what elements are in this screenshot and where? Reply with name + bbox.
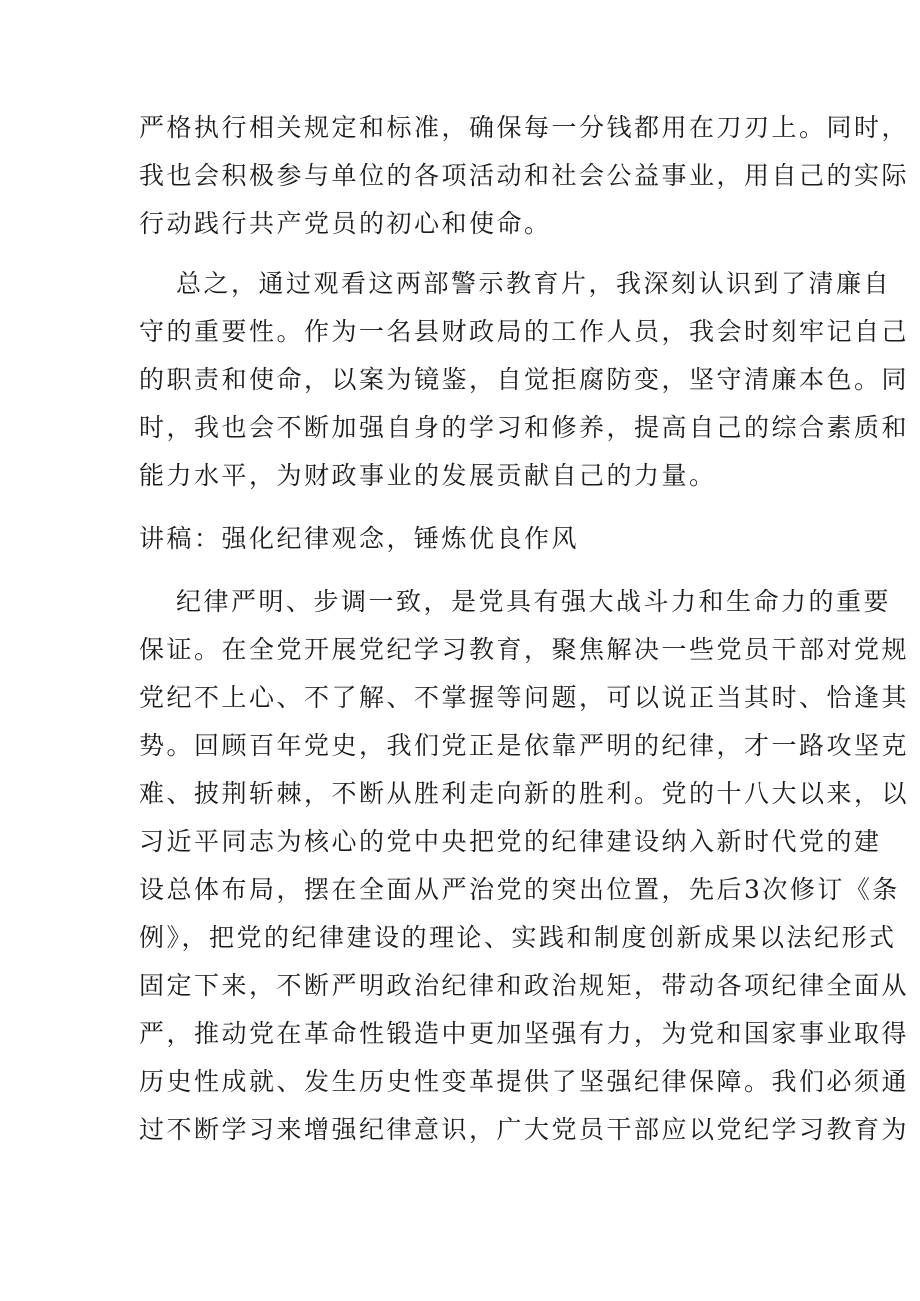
paragraph-1-line-1: 严格执行相关规定和标准，确保每一分钱都用在刀刃上。同时， bbox=[139, 113, 910, 142]
paragraph-3-line-3: 党纪不上心、不了解、不掌握等问题，可以说正当其时、恰逢其 bbox=[139, 683, 910, 712]
paragraph-2-line-4: 时，我也会不断加强自身的学习和修养，提高自己的综合素质和 bbox=[139, 413, 910, 442]
paragraph-3-line-1: 纪律严明、步调一致，是党具有强大战斗力和生命力的重要 bbox=[176, 587, 892, 616]
paragraph-3-line-6: 习近平同志为核心的党中央把党的纪律建设纳入新时代党的建 bbox=[139, 827, 882, 856]
paragraph-1-line-3: 行动践行共产党员的初心和使命。 bbox=[139, 209, 552, 238]
paragraph-3-line-2: 保证。在全党开展党纪学习教育，聚焦解决一些党员干部对党规 bbox=[139, 635, 910, 664]
paragraph-3-line-7: 设总体布局，摆在全面从严治党的突出位置，先后3次修订《条 bbox=[139, 875, 900, 904]
paragraph-3-line-11: 历史性成就、发生历史性变革提供了坚强纪律保障。我们必须通 bbox=[139, 1067, 910, 1096]
section-heading: 讲稿：强化纪律观念，锤炼优良作风 bbox=[139, 524, 580, 553]
paragraph-2-line-1: 总之，通过观看这两部警示教育片，我深刻认识到了清廉自 bbox=[176, 269, 892, 298]
paragraph-3-line-10: 严，推动党在革命性锻造中更加坚强有力，为党和国家事业取得 bbox=[139, 1019, 910, 1048]
paragraph-1-line-2: 我也会积极参与单位的各项活动和社会公益事业，用自己的实际 bbox=[139, 161, 910, 190]
paragraph-2-line-2: 守的重要性。作为一名县财政局的工作人员，我会时刻牢记自己 bbox=[139, 317, 910, 346]
paragraph-3-line-4: 势。回顾百年党史，我们党正是依靠严明的纪律，才一路攻坚克 bbox=[139, 731, 910, 760]
paragraph-3-line-12: 过不断学习来增强纪律意识，广大党员干部应以党纪学习教育为 bbox=[139, 1115, 910, 1144]
paragraph-3-line-5: 难、披荆斩棘，不断从胜利走向新的胜利。党的十八大以来，以 bbox=[139, 779, 910, 808]
paragraph-2-line-3: 的职责和使命，以案为镜鉴，自觉拒腐防变，坚守清廉本色。同 bbox=[139, 365, 910, 394]
paragraph-2-line-5: 能力水平，为财政事业的发展贡献自己的力量。 bbox=[139, 461, 717, 490]
paragraph-3-line-9: 固定下来，不断严明政治纪律和政治规矩，带动各项纪律全面从 bbox=[139, 971, 910, 1000]
paragraph-3-line-8: 例》，把党的纪律建设的理论、实践和制度创新成果以法纪形式 bbox=[139, 923, 897, 952]
